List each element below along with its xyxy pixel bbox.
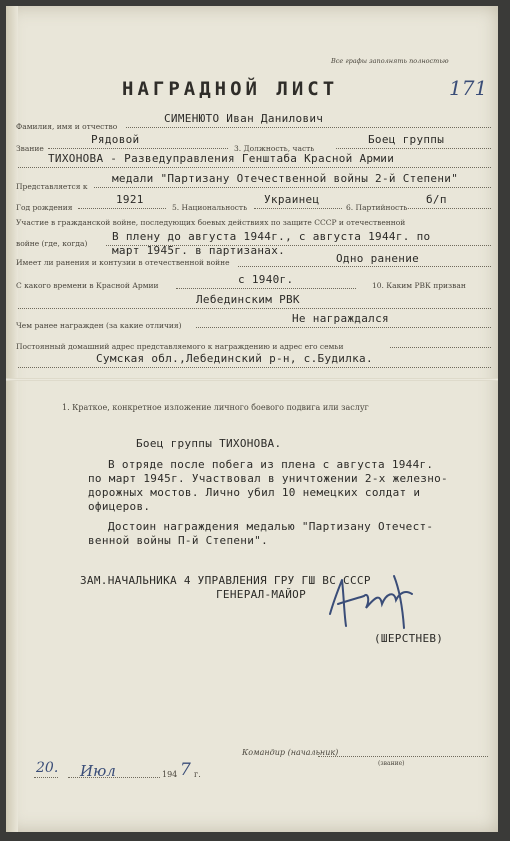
address-underline-2 [18, 367, 491, 368]
date-day: 20. [36, 760, 59, 776]
deed-label: 1. Краткое, конкретное изложение личного боевого подвига или заслуг [62, 403, 369, 412]
party-value: б/п [426, 193, 447, 206]
rank-underline [48, 148, 228, 149]
presented-value: медали "Партизану Отечественной войны 2-й Степени" [112, 172, 459, 185]
name-label: Фамилия, имя и отчество [16, 122, 118, 131]
date-year-suffix: г. [194, 770, 201, 779]
deed-para2-line2: венной войны П-й Степени". [88, 534, 268, 547]
civilwar-value-2: март 1945г. в партизанах. [112, 244, 286, 257]
awarded-underline [196, 327, 491, 328]
date-year-prefix: 194 [162, 770, 178, 779]
commander-underline [318, 756, 488, 757]
rvk-underline [18, 308, 491, 309]
rvk-value: Лебединским РВК [196, 293, 300, 306]
document-title: НАГРАДНОЙ ЛИСТ [122, 78, 339, 100]
name-underline [126, 127, 491, 128]
signer-name: (ШЕРСТНЕВ) [374, 632, 444, 645]
award-sheet [6, 6, 498, 832]
deed-para1-line2: по март 1945г. Участвовал в уничтожении 2-х железно- [88, 472, 448, 485]
deed-para1-line1: В отряде после побега из плена с августа 1944г. [108, 458, 434, 471]
birth-underline [78, 208, 166, 209]
date-month-underline [68, 777, 160, 778]
signer-position: ЗАМ.НАЧАЛЬНИКА 4 УПРАВЛЕНИЯ ГРУ ГШ ВС СССР [80, 574, 371, 587]
awarded-label: Чем ранее награжден (за какие отличия) [16, 321, 182, 330]
handwritten-signature [324, 570, 420, 634]
birth-value: 1921 [116, 193, 144, 206]
date-month: Июл [80, 762, 116, 780]
deed-para1-line4: офицеров. [88, 500, 151, 513]
position-underline-2 [18, 167, 491, 168]
name-value: СИМЕНЮТО Иван Данилович [164, 112, 324, 125]
rank-value: Рядовой [91, 133, 140, 146]
since-value: с 1940г. [238, 273, 294, 286]
deed-para1-line3: дорожных мостов. Лично убил 10 немецких солдат и [88, 486, 421, 499]
civilwar-value-1: В плену до августа 1944г., с августа 1944г. по [112, 230, 431, 243]
wounds-label: Имеет ли ранения и контузии в отечественной войне [16, 258, 230, 267]
deed-heading: Боец группы ТИХОНОВА. [136, 437, 282, 450]
date-year-digit: 7 [180, 760, 191, 780]
rvk-label: 10. Каким РВК призван [372, 281, 466, 290]
position-label: 3. Должность, часть [234, 144, 315, 153]
nationality-label: 5. Национальность [172, 203, 248, 212]
fill-all-note: Все графы заполнять полностью [331, 57, 449, 65]
nationality-underline [254, 208, 342, 209]
party-label: 6. Партийность [346, 203, 408, 212]
nationality-value: Украинец [264, 193, 320, 206]
since-underline [176, 288, 356, 289]
page-number: 171 [449, 76, 488, 100]
date-day-underline [34, 777, 58, 778]
rank-caption: (звание) [378, 760, 405, 767]
address-value: Сумская обл.,Лебединский р-н, с.Будилка. [96, 352, 373, 365]
position-value-1: Боец группы [368, 133, 445, 146]
party-underline [406, 208, 491, 209]
wounds-underline [238, 266, 491, 267]
rank-label: Звание [16, 144, 44, 153]
presented-label: Представляется к [16, 182, 88, 191]
since-label: С какого времени в Красной Армии [16, 281, 159, 290]
civilwar-label-1: Участие в гражданской войне, последующих боевых действиях по защите СССР и отечественной [16, 218, 406, 227]
presented-underline [94, 187, 491, 188]
deed-para2-line1: Достоин награждения медалью "Партизану Отечест- [108, 520, 434, 533]
position-underline [336, 148, 491, 149]
address-underline-1 [390, 347, 491, 348]
position-value-2: ТИХОНОВА - Разведуправления Генштаба Красной Армии [48, 152, 395, 165]
paper-fold [6, 378, 498, 381]
birth-label: Год рождения [16, 203, 73, 212]
commander-label: Командир (начальник) [242, 748, 339, 757]
signer-rank: ГЕНЕРАЛ-МАЙОР [216, 588, 306, 601]
civilwar-label-2: войне (где, когда) [16, 239, 88, 248]
wounds-value: Одно ранение [336, 252, 420, 265]
address-label: Постоянный домашний адрес представляемого к награждению и адрес его семьи [16, 342, 344, 351]
awarded-value: Не награждался [292, 312, 389, 325]
